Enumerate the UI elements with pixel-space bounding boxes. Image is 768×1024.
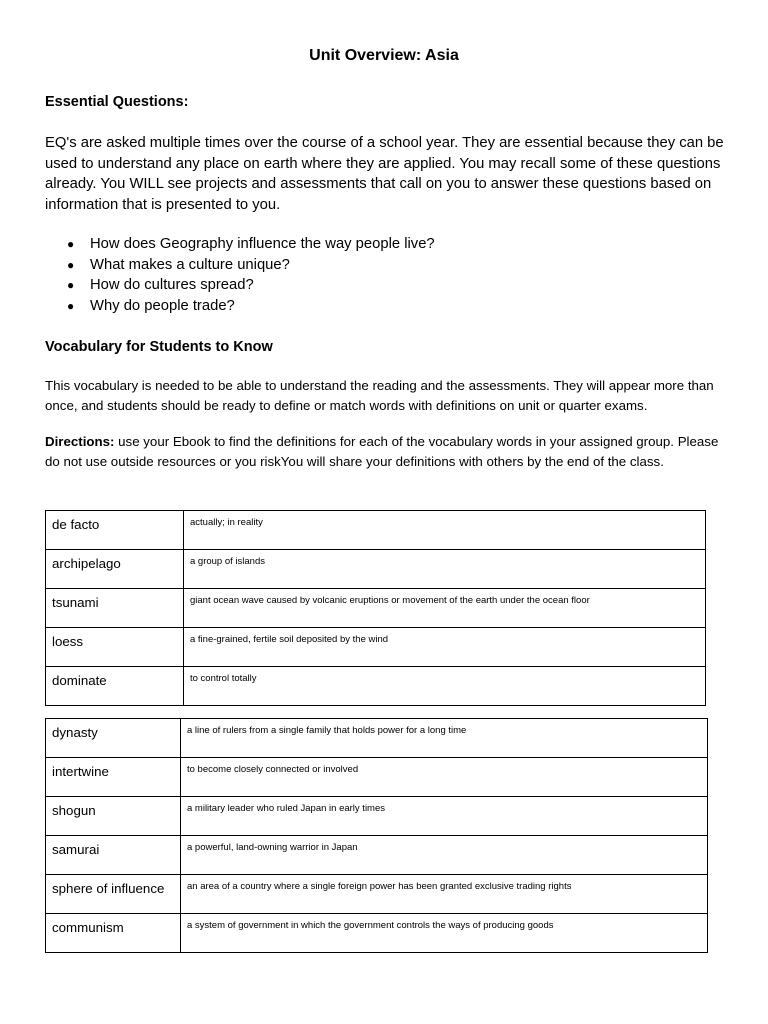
directions-label: Directions:	[45, 434, 115, 449]
table-row	[46, 875, 708, 914]
term-cell: tsunami	[46, 589, 184, 628]
vocabulary-table-1	[45, 510, 706, 706]
essential-questions-heading: Essential Questions:	[45, 94, 189, 110]
definition-cell: a military leader who ruled Japan in early times	[181, 797, 708, 836]
table-row	[46, 914, 708, 953]
table-row	[46, 719, 708, 758]
essential-questions-intro: EQ's are asked multiple times over the course of a school year. They are essential because they can be used to understand any place on earth where they are applied. You may recall some of these questions already. You WILL see projects and assessments that call on you to answer these questions based on information that is presented to you.	[45, 135, 724, 214]
term-cell: shogun	[46, 797, 181, 836]
table-row	[46, 836, 708, 875]
definition-cell: to become closely connected or involved	[181, 758, 708, 797]
table-row	[46, 550, 706, 589]
vocabulary-heading: Vocabulary for Students to Know	[45, 339, 273, 355]
definition-cell: actually; in reality	[184, 511, 706, 550]
term-cell: loess	[46, 628, 184, 667]
table-row	[46, 589, 706, 628]
list-item: ● How does Geography influence the way people live?	[45, 234, 435, 255]
directions-text: use your Ebook to find the definitions for each of the vocabulary words in your assigned group. Please do not use outside resources or you riskYou will share your definitions with others by the end of the class.	[45, 434, 719, 469]
term-cell: samurai	[46, 836, 181, 875]
bullet-icon: ●	[67, 257, 75, 272]
definition-cell: a powerful, land-owning warrior in Japan	[181, 836, 708, 875]
term-cell: intertwine	[46, 758, 181, 797]
table-row	[46, 797, 708, 836]
essential-questions-list	[45, 234, 435, 317]
bullet-icon: ●	[67, 278, 75, 293]
page-title: Unit Overview: Asia	[309, 47, 459, 64]
vocabulary-table-2	[45, 718, 708, 953]
definition-cell: to control totally	[184, 667, 706, 706]
list-item: ● How do cultures spread?	[45, 275, 435, 296]
definition-cell: giant ocean wave caused by volcanic eruptions or movement of the earth under the ocean floor	[184, 589, 706, 628]
definition-cell: a fine-grained, fertile soil deposited by the wind	[184, 628, 706, 667]
table-row	[46, 667, 706, 706]
bullet-icon: ●	[67, 299, 75, 314]
bullet-icon: ●	[67, 237, 75, 251]
term-cell: dynasty	[46, 719, 181, 758]
definition-cell: an area of a country where a single foreign power has been granted exclusive trading rights	[181, 875, 708, 914]
table-row	[46, 628, 706, 667]
term-cell: communism	[46, 914, 181, 953]
definition-cell: a group of islands	[184, 550, 706, 589]
term-cell: archipelago	[46, 550, 184, 589]
definition-cell: a system of government in which the government controls the ways of producing goods	[181, 914, 708, 953]
list-item: ● Why do people trade?	[45, 296, 435, 317]
term-cell: de facto	[46, 511, 184, 550]
definition-cell: a line of rulers from a single family that holds power for a long time	[181, 719, 708, 758]
directions-paragraph	[45, 432, 735, 471]
list-item: ● What makes a culture unique?	[45, 255, 435, 276]
term-cell: sphere of influence	[46, 875, 181, 914]
table-row	[46, 758, 708, 797]
table-row	[46, 511, 706, 550]
term-cell: dominate	[46, 667, 184, 706]
vocabulary-intro: This vocabulary is needed to be able to understand the reading and the assessments. They will appear more than once, and students should be ready to define or match words with definitions on unit or quarter exams.	[45, 378, 714, 413]
